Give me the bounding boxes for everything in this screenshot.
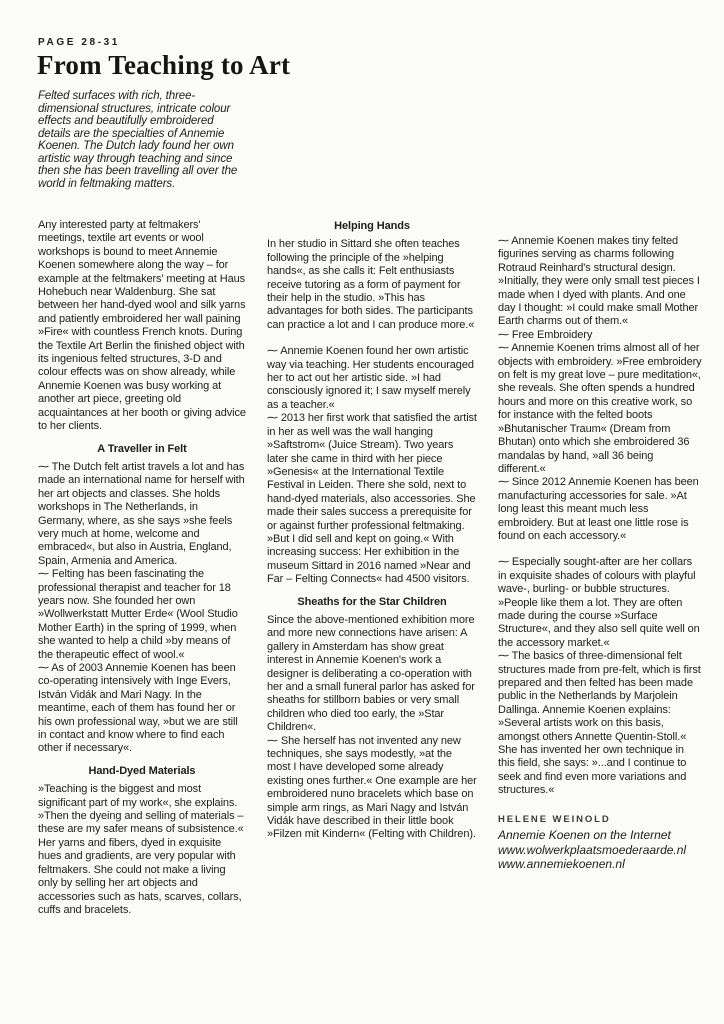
article-paragraph: »Teaching is the biggest and most significant part of my work«, she explains. »Then the dyeing and selling of materials – these are my safer means of subsistence.« Her yarns and fibers, dyed in exquisite hues and gradients, are very popular with feltmakers. She could not make a living only by selling her art objects and accessories such as hats, scarves, collars, cuffs and bracelets. bbox=[38, 783, 244, 916]
article-paragraph: ⁓ As of 2003 Annemie Koenen has been co-operating intensively with Inge Evers, István Vidák and Mari Nagy. In the meantime, each of them has found her or his own professional way, »but we are still in contact and know where to find each other if necessary«. bbox=[38, 662, 238, 755]
article-paragraph: In her studio in Sittard she often teaches following the principle of the »helping hands«, as she calls it: Felt enthusiasts receive tutoring as a form of payment for their help in the studio. »This has advantages for both sides. The participants can practice a lot and I can produce more.« bbox=[267, 238, 475, 331]
paragraph-spacer bbox=[267, 332, 477, 345]
article-paragraph: ⁓ Annemie Koenen trims almost all of her objects with embroidery. »Free embroidery on felt is my great love – pure meditation«, she reveals. She often spends a hundred hours and more on this creative work, so for instance with the felted boots »Bhutanischer Traum« (Dream from Bhutan) onto which she embroidered 36 mandalas by hand, »all 36 being different.« bbox=[498, 342, 702, 475]
column-middle bbox=[267, 219, 477, 917]
author-byline: HELENE WEINOLD bbox=[498, 813, 611, 825]
section-heading-sheaths-star-children: Sheaths for the Star Children bbox=[297, 595, 447, 608]
website-url: www.wolwerkplaatsmoederaarde.nl bbox=[498, 842, 687, 857]
article-paragraph: ⁓ The Dutch felt artist travels a lot and has made an international name for herself with her art objects and classes. She holds workshops in The Netherlands, in Germany, where, as she says »she feels very much at home, welcome and embraced«, but also in Austria, England, Spain, Armenia and America. bbox=[38, 460, 245, 567]
paragraph-spacer bbox=[498, 543, 702, 556]
column-left bbox=[38, 219, 246, 917]
section-heading-hand-dyed-materials: Hand-Dyed Materials bbox=[88, 764, 196, 777]
article-title: From Teaching to Art bbox=[37, 50, 291, 80]
article-paragraph: Any interested party at feltmakers' meetings, textile art events or wool workshops is bound to meet Annemie Koenen somewhere along the way – for example at the feltmakers' meeting at Haus Hohebuch near Waldenburg. She sat between her hand-dyed wool and silk yarns and patiently embroidered her wall paining »Fire« with countless French knots. During the Textile Art Berlin the finished object with its ingenious felted structures, 3-D and colour effects was on show already, while Annemie Koenen was busy working at another art piece, greeting old acquaintances at her booth or giving advice to her clients. bbox=[38, 219, 246, 433]
article-paragraph: ⁓ The basics of three-dimensional felt structures made from pre-felt, which is first prepared and then felted has been made public in the Netherlands by Marjolein Dallinga. Annemie Koenen explains: »Several artists work on this basis, amongst others Annette Quentin-Stoll.« She has invented her own technique in this field, she says: »...and I continue to seek and find even more variations and structures.« bbox=[498, 650, 701, 797]
article-paragraph: ⁓ Annemie Koenen found her own artistic way via teaching. Her students encouraged her to act out her artistic side. »I had consciously ignored it; I saw myself merely as a teacher.« bbox=[267, 345, 474, 411]
website-url: www.annemiekoenen.nl bbox=[498, 857, 625, 872]
article-paragraph: ⁓ Felting has been fascinating the professional therapist and teacher for 18 years now. She founded her own »Wollwerkstatt Mutter Erde« (Wool Studio Mother Earth) in the spring of 1999, when she wanted to help a child »by means of the therapeutic effect of wool.« bbox=[38, 568, 238, 661]
article-paragraph: Since the above-mentioned exhibition more and more new connections have arisen: A gallery in Amsterdam has show great interest in Annemie Koenen's work a designer is deliberating a co-operation with her and a small funeral parlor has asked for sheaths for stillborn babies or very small children who died too early, the »Star Children«. bbox=[267, 613, 475, 734]
article-paragraph: ⁓ Especially sought-after are her collars in exquisite shades of colours with playful wave-, burling- or bubble structures. »People like them a lot. They are often made during the course »Surface Structure«, and they also sell quite well on the accessory market.« bbox=[498, 556, 700, 649]
article-paragraph: ⁓ Free Embroidery bbox=[498, 328, 593, 341]
article-paragraph: ⁓ 2013 her first work that satisfied the artist in her as well was the wall hanging »Saftstrom« (Juice Stream). Two years later she came in third with her piece »Genesis« at the International Textile Festival in Leiden. There she sold, next to hand-dyed materials, also accessories. She made their sales success a prerequisite for or against further professional feltmaking. »But I did sell and kept on going.« With increasing success: Her exhibition in the museum Sittard in 2016 named »Near and Far – Felting Connects« had 4500 visitors. bbox=[267, 412, 477, 586]
article-paragraph: ⁓ Annemie Koenen makes tiny felted figurines serving as charms following Rotraud Reinhard's structural design. »Initially, they were only small test pieces I made when I dyed with plants. And one day I thought: »I could make small Mother Earth charms out of them.« bbox=[498, 235, 700, 328]
section-heading-helping-hands: Helping Hands bbox=[334, 220, 410, 232]
article-paragraph: ⁓ She herself has not invented any new techniques, she says modestly, »at the most I have developed some already existing ones further.« One example are her embroidered nuno bracelets which base on simple arm rings, as Mari Nagy and István Vidák have described in their little book »Filzen mit Kindern« (Felting with Children). bbox=[267, 734, 477, 841]
article-intro: Felted surfaces with rich, three-dimensional structures, intricate colour effects and beautifully embroidered details are the specialties of Annemie Koenen. The Dutch lady found her own artistic way through teaching and since then she has been travelling all over the world in feltmaking matters. bbox=[38, 90, 238, 190]
internet-label: Annemie Koenen on the Internet bbox=[498, 828, 671, 843]
page-label: PAGE 28-31 bbox=[38, 37, 120, 48]
column-right bbox=[498, 219, 702, 917]
section-heading-traveller-in-felt: A Traveller in Felt bbox=[97, 442, 187, 455]
article-paragraph: ⁓ Since 2012 Annemie Koenen has been manufacturing accessories for sale. »At long least this meant much less embroidery. But at least one little rose is found on each accessory.« bbox=[498, 476, 699, 542]
article-columns bbox=[38, 219, 702, 917]
